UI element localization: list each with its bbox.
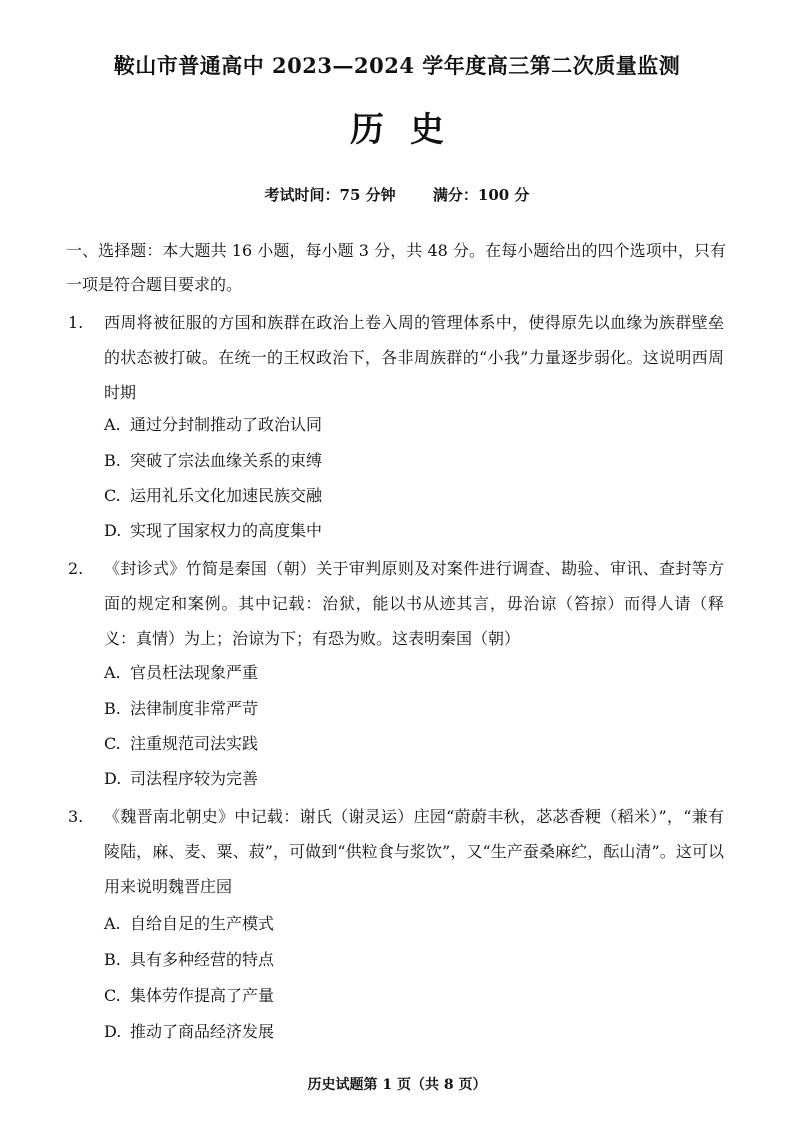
option-text: 运用礼乐文化加速民族交融 xyxy=(130,486,323,505)
question-2 xyxy=(68,551,724,656)
option-text: 注重规范司法实践 xyxy=(130,734,259,753)
question-number: 3. xyxy=(68,807,84,826)
question-3 xyxy=(68,799,724,904)
option-2c xyxy=(104,733,258,755)
option-text: 突破了宗法血缘关系的束缚 xyxy=(130,451,323,470)
option-2d xyxy=(104,768,258,790)
option-3c xyxy=(104,985,274,1007)
option-text: 具有多种经营的特点 xyxy=(130,950,275,969)
option-1b xyxy=(104,450,322,472)
question-stem: 西周将被征服的方国和族群在政治上卷入周的管理体系中，使得原先以血缘为族群壁垒的状态被打破。在统一的王权政治下，各非周族群的“小我”力量逐步弱化。这说明西周时期 xyxy=(104,313,724,402)
option-label: B. xyxy=(104,950,121,969)
option-label: D. xyxy=(104,1022,122,1041)
option-text: 推动了商品经济发展 xyxy=(130,1022,275,1041)
question-number: 1. xyxy=(68,313,84,332)
option-label: B. xyxy=(104,451,121,470)
option-label: C. xyxy=(104,986,121,1005)
option-label: A. xyxy=(104,415,121,434)
option-label: C. xyxy=(104,734,121,753)
exam-time: 考试时间：75 分钟 xyxy=(264,186,396,204)
option-text: 自给自足的生产模式 xyxy=(130,914,275,933)
option-label: C. xyxy=(104,486,121,505)
section-instructions: 一、选择题：本大题共 16 小题，每小题 3 分，共 48 分。在每小题给出的四个选项中，只有一项是符合题目要求的。 xyxy=(66,241,726,294)
option-1c xyxy=(104,485,322,507)
option-1d xyxy=(104,520,322,542)
question-stem: 《封诊式》竹简是秦国（朝）关于审判原则及对案件进行调查、勘验、审讯、查封等方面的规定和案例。其中记载：治狱，能以书从迹其言，毋治谅（笞掠）而得人请（释义：真情）为上；治谅为下；有恐为败。这表明秦国（朝） xyxy=(104,559,724,648)
question-stem: 《魏晋南北朝史》中记载：谢氏（谢灵运）庄园“蔚蔚丰秋，苾苾香粳（稻米）”，“兼有陵陆，麻、麦、粟、菽”，可做到“供粒食与浆饮”，又“生产蚕桑麻纻，酝山清”。这可以用来说明魏晋庄园 xyxy=(104,807,724,896)
question-number: 2. xyxy=(68,559,84,578)
page-footer: 历史试题第 1 页（共 8 页） xyxy=(307,1077,487,1093)
option-1a xyxy=(104,414,322,436)
option-text: 法律制度非常严苛 xyxy=(130,699,259,718)
option-text: 官员枉法现象严重 xyxy=(130,663,259,682)
subject-title: 历史 xyxy=(350,110,470,150)
option-2a xyxy=(104,662,258,684)
question-1 xyxy=(68,305,724,410)
option-label: D. xyxy=(104,521,122,540)
exam-score: 满分：100 分 xyxy=(432,186,530,204)
option-3a xyxy=(104,913,274,935)
option-text: 通过分封制推动了政治认同 xyxy=(130,415,323,434)
option-text: 集体劳作提高了产量 xyxy=(130,986,275,1005)
option-3d xyxy=(104,1021,274,1043)
option-label: A. xyxy=(104,914,121,933)
option-label: A. xyxy=(104,663,121,682)
exam-title: 鞍山市普通高中 2023—2024 学年度高三第二次质量监测 xyxy=(113,53,681,78)
option-label: D. xyxy=(104,769,122,788)
option-text: 实现了国家权力的高度集中 xyxy=(130,521,323,540)
exam-meta xyxy=(0,184,794,205)
option-3b xyxy=(104,949,274,971)
option-label: B. xyxy=(104,699,121,718)
option-text: 司法程序较为完善 xyxy=(130,769,259,788)
option-2b xyxy=(104,698,258,720)
